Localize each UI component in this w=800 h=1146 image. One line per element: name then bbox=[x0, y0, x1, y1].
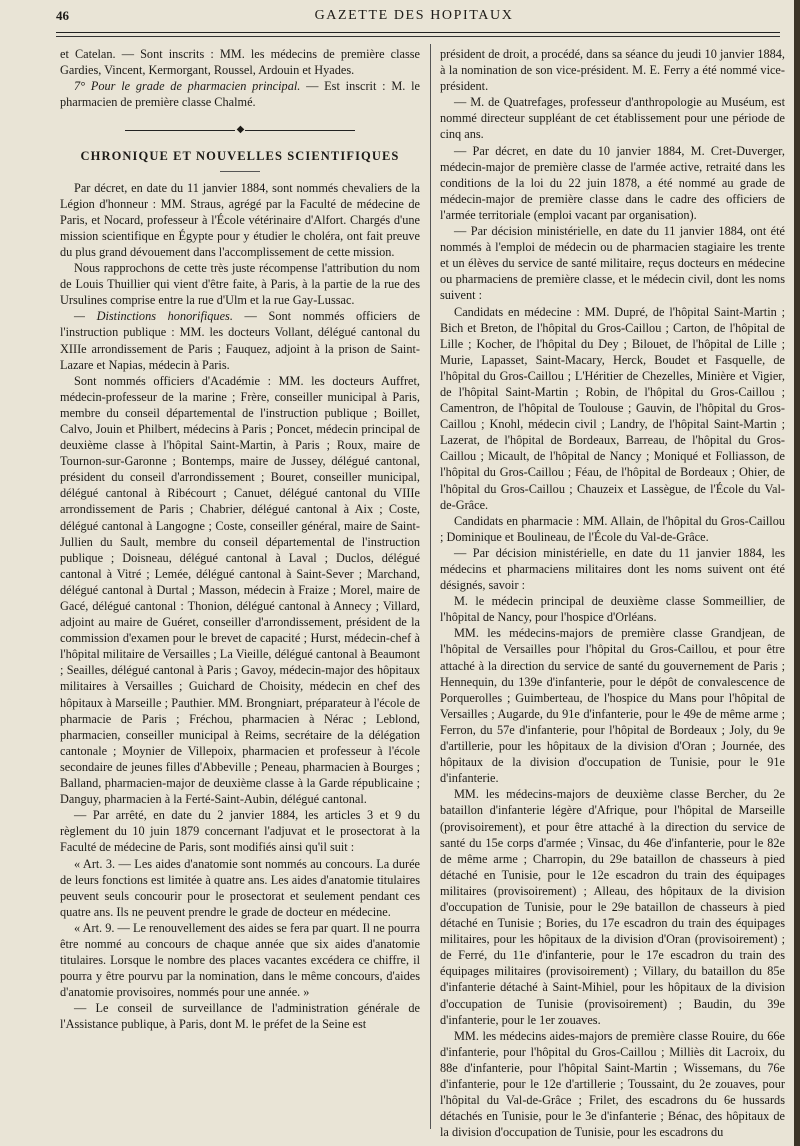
art3-paragraph: « Art. 3. — Les aides d'anatomie sont nommés au concours. La durée de leurs fonctions est limitée à quatre ans. Les aides d'anatomie titulaires peuvent seuls concourir pour le prosectorat et seulement pendant ces quatre ans. Ils ne peuvent prendre le grade de docteur en médecine. bbox=[60, 856, 420, 919]
page-header bbox=[46, 6, 782, 32]
conseil-paragraph: — Le conseil de surveillance de l'administration générale de l'Assistance publique, à Paris, dont M. le préfet de la Seine est bbox=[60, 1001, 420, 1032]
distinctions-text: — Sont nommés officiers de l'instruction publique : MM. les docteurs Vollant, délégué cantonal du XIIIe arrondissement de Paris ; Fauquez, adjoint à la prison de Saint-Lazare et Napias, médecin à Paris. bbox=[60, 309, 420, 372]
running-title: GAZETTE DES HOPITAUX bbox=[314, 8, 514, 23]
decret-paragraph: Par décret, en date du 11 janvier 1884, sont nommés chevaliers de la Légion d'honneur : MM. Straus, agrégé par la Faculté de médecine de Paris, et Nocard, professeur à l'École vétérinaire d'Alfort. Chargés d'une mission scientifique en Égypte pour y étudier le choléra, ont fait preuve du plus grand dévouement dans l'accomplissement de cette mission. bbox=[60, 180, 420, 259]
right-paragraph-1: — M. de Quatrefages, professeur d'anthropologie au Muséum, est nommé directeur suppléant de cet établissement pour une période de cinq ans. bbox=[440, 95, 785, 142]
right-paragraph-8: MM. les médecins-majors de première classe Grandjean, de l'hôpital de Versailles pour l'hôpital du Gros-Caillou, et pour être attaché à la direction du service de santé du gouvernement de Paris ; Hennequin, du 139e d'infanterie, pour le dépôt de convalescence de Porquerolles ; Guimberteau, de l'hospice du Mans pour l'hôpital de Versailles ; Augarde, du 91e d'infanterie, pour le 49e de même arme ; Ferron, du 57e d'infanterie, pour l'hôpital de Bordeaux ; Joly, du 9e d'artillerie, pour les hôpitaux de la division d'Oran ; Journée, des hôpitaux de la division d'occupation de Tunisie, pour le 91e d'infanterie. bbox=[440, 626, 785, 786]
art9-paragraph: « Art. 9. — Le renouvellement des aides se fera par quart. Il ne pourra être nommé au concours de chaque année que six aides d'anatomie titulaires. Lorsque le nombre des places vacantes excédera ce chiffre, il pourra y être pourvu par la nomination, dans le même concours, d'aides d'anatomie provisoires, nommés pour une année. » bbox=[60, 920, 420, 1000]
right-paragraph-2: — Par décret, en date du 10 janvier 1884, M. Cret-Duverger, médecin-major de première classe de l'armée active, retraité dans les conditions de la loi du 22 juin 1878, a été nommé au grade de médecin-major de première classe dans le cadre des officiers de l'armée territoriale (emploi vacant par organisation). bbox=[440, 143, 785, 222]
ornament-diamond: ◆ bbox=[236, 124, 244, 136]
section-short-rule bbox=[220, 171, 260, 172]
right-column bbox=[440, 46, 785, 1140]
header-rule bbox=[56, 32, 780, 33]
academie-paragraph: Sont nommés officiers d'Académie : MM. les docteurs Auffret, médecin-professeur de la marine ; Frère, conseiller municipal à Paris, membre du conseil départemental de l'instruction publique ; Boillet, Calvo, Jouin et Philbert, médecins à Paris ; Poncet, médecin principal de deuxième classe à l'hôpital Saint-Martin, à Paris ; Roux, maire de Tournon-sur-Garonne ; Bontemps, maire de Jussey, délégué cantonal, président du conseil d'arrondissement ; Bouret, conseiller municipal, délégué cantonal à Ribécourt ; Canuet, délégué cantonal du VIIIe arrondissement de Paris ; Chabrier, délégué cantonal à Aix ; Coste, délégué cantonal à Langogne ; Coste, conseiller général, maire de Saint-Jullien du Sault, membre du conseil départemental de l'instruction publique ; Doisneau, délégué cantonal à Laval ; Duclos, délégué cantonal à Vitré ; Lemée, délégué cantonal à Saint-Sever ; Marchand, délégué cantonal à Durtal ; Masson, médecin à Fraize ; Morel, maire de Gacé, délégué cantonal : Thonion, délégué cantonal à Annecy ; Villard, adjoint au maire de Guéret, conseiller d'arrondissement, président de la commission d'examen pour le brevet de capacité ; Hurst, médecin-chef à l'hôpital militaire de Versailles ; La Vieille, délégué cantonal à Beaumont ; Seailles, délégué cantonal à Paris ; Gavoy, médecin-major des hôpitaux militaires à Versailles ; Guichard de Choisity, médecin en chef des hôpitaux à Marseille ; Pauthier. MM. Brongniart, préparateur à l'école de pharmacie de Paris ; Fréchou, pharmacien à Nérac ; Leblond, pharmacien, conseiller municipal à Reims, secrétaire de la délégation cantonale ; Moynier de Villepoix, pharmacien et professeur à l'école secondaire de jeunes filles d'Abbeville ; Peneau, pharmacien à Bourges ; Balland, pharmacien-major de deuxième classe à la Garde républicaine ; Danguy, pharmacien à la Ferté-Saint-Aubin, délégué cantonal. bbox=[60, 373, 420, 807]
right-paragraph-7: M. le médecin principal de deuxième classe Sommeillier, de l'hôpital de Nancy, pour l'hospice d'Orléans. bbox=[440, 594, 785, 625]
page-edge bbox=[794, 0, 800, 1146]
right-paragraph-6: — Par décision ministérielle, en date du 11 janvier 1884, les médecins et pharmaciens militaires dont les noms suivent ont été désignés, savoir : bbox=[440, 545, 785, 593]
column-divider bbox=[430, 44, 431, 1129]
right-paragraph-9: MM. les médecins-majors de deuxième classe Bercher, du 2e bataillon d'infanterie légère d'Afrique, pour l'hôpital de Marseille (provisoirement), et pour être attaché à la direction du service de santé du 15e corps d'armée ; Vinsac, du 46e d'infanterie, pour le 82e de même arme ; Charropin, du 29e bataillon de chasseurs à pied détaché en Tunisie, pour le 12e escadron du train des équipages militaires (provisoirement) ; Alleau, des hôpitaux de la division d'occupation de Tunisie, pour le 29e bataillon de chasseurs à pied détaché en Tunisie ; Bories, du 17e escadron du train des équipages militaires, pour les hôpitaux de la division d'Oran (provisoirement) ; de Ferré, du 11e d'infanterie, pour le 17e escadron du train des équipages militaires (provisoirement) ; Villary, du bataillon du 85e d'infanterie détaché à Saint-Mihiel, pour les hôpitaux de la division d'occupation de Tunisie (provisoirement) ; Baudin, du 39e d'infanterie, pour le 1er zouaves. bbox=[440, 787, 785, 1027]
right-paragraph-10: MM. les médecins aides-majors de première classe Rouire, du 66e d'infanterie, pour l'hôpital du Gros-Caillou ; Milliès dit Lacroix, du 88e d'infanterie, pour l'hôpital Saint-Martin ; Wissemans, du 76e d'infanterie, pour le 12e d'artillerie ; Toussaint, du 2e zouaves, pour l'hôpital du Val-de-Grâce ; Frilet, des escadrons du 6e hussards détachés en Tunisie, pour le 3e d'infanterie ; Bénac, des hôpitaux de la division d'occupation de Tunisie, pour les escadrons du bbox=[440, 1028, 785, 1140]
distinctions-paragraph bbox=[60, 308, 420, 372]
thuillier-paragraph: Nous rapprochons de cette très juste récompense l'attribution du nom de Louis Thuillier qui vient d'être faite, à Paris, à la partie de la rue des Ursulines comprise entre la rue d'Ulm et la rue Gay-Lussac. bbox=[60, 261, 420, 308]
header-rule-thin bbox=[56, 36, 780, 37]
right-paragraph-5: Candidats en pharmacie : MM. Allain, de l'hôpital du Gros-Caillou ; Dominique et Boulineau, de l'École du Val-de-Grâce. bbox=[440, 513, 785, 544]
section-ornament bbox=[60, 122, 420, 138]
item7-label: 7° Pour le grade de pharmacien principal. bbox=[74, 79, 301, 94]
item7-paragraph bbox=[60, 78, 420, 110]
right-paragraph-0: président de droit, a procédé, dans sa séance du jeudi 10 janvier 1884, à la nomination de son vice-président. M. E. Ferry a été nommé vice-président. bbox=[440, 47, 785, 94]
right-paragraph-4: Candidats en médecine : MM. Dupré, de l'hôpital Saint-Martin ; Bich et Breton, de l'hôpital du Gros-Caillou ; Carton, de l'hôpital de Lille ; Kocher, de l'hôpital du Dey ; Bilouet, de l'hôpital de Lille ; Murie, Lapasset, Saint-Macary, Herck, Boudet et Fasquelle, de l'hôpital du Gros-Caillou ; L'Héritier de Chezelles, Minière et Vigier, de l'hôpital Saint-Martin ; Robin, de l'hôpital du Gros-Caillou ; Camentron, de l'hôpital de Toulouse ; Gauvin, de l'hôpital du Gros-Caillou ; Knohl, médecin civil ; Landry, de l'hôpital Saint-Martin ; Lazerat, de l'hôpital de Bordeaux, Barreau, de l'hôpital du Gros-Caillou ; Micault, de l'hôpital de Nancy ; Moniqué et Folliasson, de l'hôpital du Gros-Caillou ; Féau, de l'hôpital de Bordeaux ; Ohier, de l'hôpital du Gros-Caillou ; Chauzeix et Lassègue, de l'École du Val-de-Grâce. bbox=[440, 304, 785, 512]
item7-text: — Est inscrit : M. le pharmacien de première classe Chalmé. bbox=[60, 79, 420, 110]
page-number: 46 bbox=[56, 8, 69, 23]
left-column bbox=[60, 46, 420, 1033]
distinctions-label: — Distinctions honorifiques. bbox=[74, 309, 233, 324]
section-title: CHRONIQUE ET NOUVELLES SCIENTIFIQUES bbox=[80, 149, 400, 164]
right-paragraph-3: — Par décision ministérielle, en date du 11 janvier 1884, ont été nommés à l'emploi de médecin ou de pharmacien stagiaire les trente et un élèves du service de santé militaire, reçus docteurs en médecine ou pharmaciens de première classe, et le médecin civil, dont les noms suivent : bbox=[440, 224, 785, 303]
arrete-paragraph: — Par arrêté, en date du 2 janvier 1884, les articles 3 et 9 du règlement du 10 juin 1879 concernant l'adjuvat et le prosectorat à la Faculté de médecine de Paris, sont modifiés ainsi qu'il suit : bbox=[60, 808, 420, 855]
intro-paragraph: et Catelan. — Sont inscrits : MM. les médecins de première classe Gardies, Vincent, Kermorgant, Roussel, Ardouin et Hyades. bbox=[60, 47, 420, 78]
